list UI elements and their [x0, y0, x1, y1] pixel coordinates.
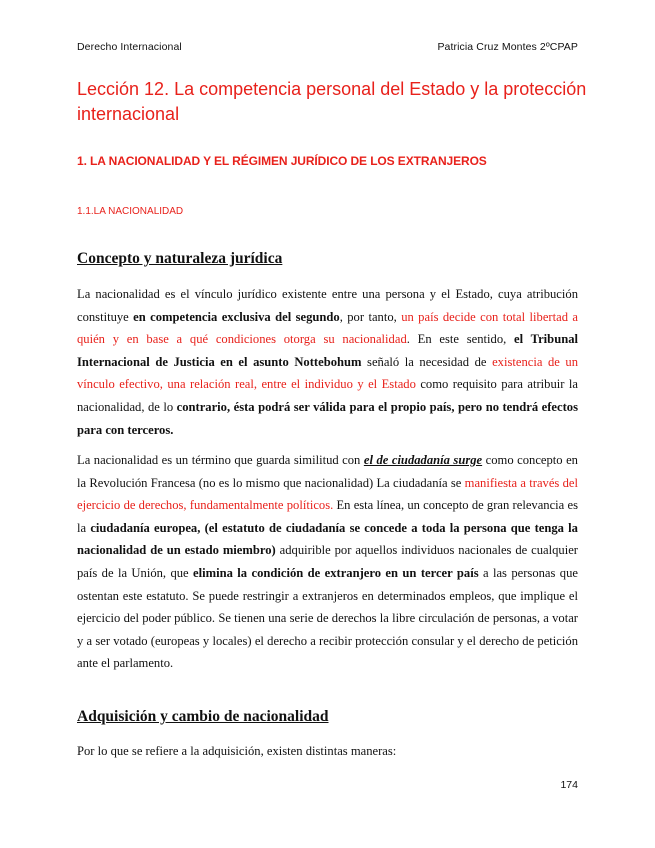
- page-number: 174: [560, 779, 578, 791]
- text-run-highlight: manifiesta a través del ejercicio de derechos, fundamentalmente políticos.: [77, 475, 578, 513]
- text-run: , por tanto,: [339, 309, 402, 324]
- text-run: como requisito para atribuir la nacionalidad, de lo: [77, 377, 578, 414]
- text-run: En esta línea, un concepto de gran relevancia es la: [77, 498, 578, 535]
- text-run: La nacionalidad es el vínculo jurídico existente entre una persona y el Estado, cuya atribución constituye: [77, 287, 578, 324]
- chapter-heading: 1. LA NACIONALIDAD Y EL RÉGIMEN JURÍDICO DE LOS EXTRANJEROS: [77, 154, 487, 168]
- text-run-emphasis: el de ciudadanía surge: [363, 453, 483, 467]
- lesson-title: Lección 12. La competencia personal del Estado y la protección internacional: [77, 79, 587, 124]
- text-run-bold: elimina la condición de extranjero en un tercer país: [193, 565, 479, 580]
- text-run-bold: ciudadanía europea, (el estatuto de ciudadanía se concede a toda la persona que tenga la nacionalidad de un estado miembro): [77, 520, 578, 558]
- paragraph-nacionalidad: [77, 283, 578, 441]
- text-run-bold: contrario, ésta podrá ser válida para el propio país, pero no tendrá efectos para con terceros.: [77, 399, 578, 437]
- paragraph-ciudadania: [77, 449, 578, 675]
- text-run: a las personas que ostentan este estatuto. Se puede restringir a extranjeros en determinados empleos, que implique el ejercicio del poder público. Se tienen una serie de derechos la libre circulación de personas, a votar y a ser votado (europeas y locales) el derecho a recibir protección consular y el derecho de petición ante el parlamento.: [77, 565, 578, 671]
- subsection-heading: 1.1.LA NACIONALIDAD: [77, 206, 184, 217]
- text-run: como concepto en la Revolución Francesa (no es lo mismo que nacionalidad) La ciudadanía se: [77, 453, 578, 490]
- paragraph-adquisicion: Por lo que se refiere a la adquisición, existen distintas maneras:: [77, 744, 397, 758]
- text-run: La nacionalidad es un término que guarda similitud con: [77, 453, 364, 467]
- text-run-bold: en competencia exclusiva del segundo: [133, 309, 340, 324]
- running-header-left: Derecho Internacional: [77, 41, 182, 53]
- text-run-bold: el Tribunal Internacional de Justicia en el asunto Nottebohum: [77, 332, 578, 369]
- text-run-highlight: existencia de un vínculo efectivo, una relación real, entre el individuo y el Estado: [77, 354, 578, 392]
- running-header-right: Patricia Cruz Montes 2ºCPAP: [437, 41, 578, 53]
- section-title-concepto: Concepto y naturaleza jurídica: [77, 250, 283, 267]
- section-title-adquisicion: Adquisición y cambio de nacionalidad: [77, 708, 329, 725]
- text-run-highlight: un país decide con total libertad a quién y en base a qué condiciones otorga su nacionalidad: [77, 309, 578, 347]
- text-run: . En este sentido,: [406, 332, 515, 347]
- text-run: adquirible por aquellos individuos nacionales de cualquier país de la Unión, que: [77, 543, 578, 580]
- text-run: señaló la necesidad de: [361, 354, 493, 369]
